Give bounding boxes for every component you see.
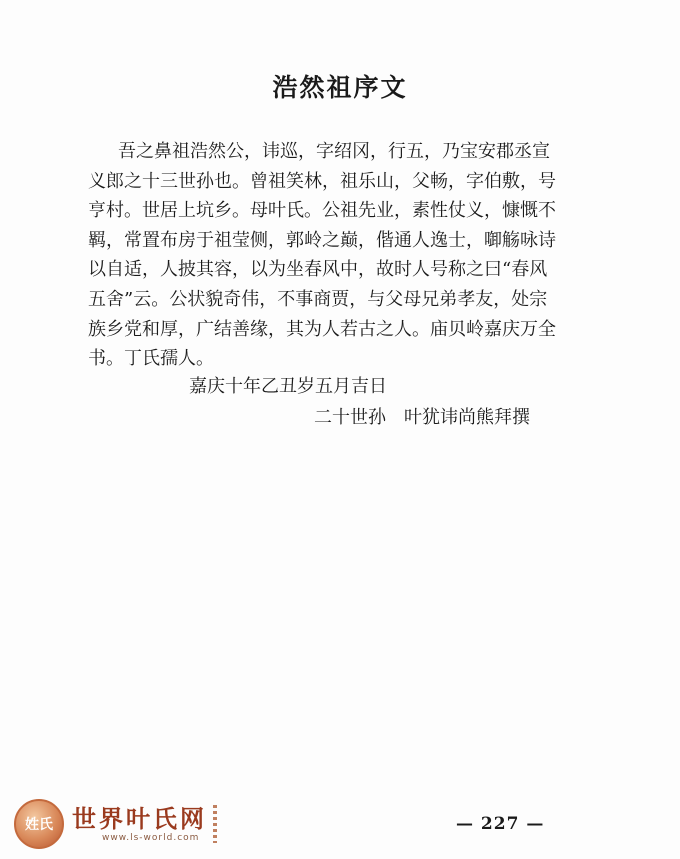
body-line: 吾之鼻祖浩然公，讳巡，字绍冈，行五，乃宝安郡丞宣 xyxy=(118,141,550,162)
body-line: 五舍”云。公状貌奇伟，不事商贾，与父母兄弟孝友，处宗 xyxy=(88,288,548,310)
site-logo[interactable] xyxy=(14,796,217,852)
date-line: 嘉庆十年乙丑岁五月吉日 xyxy=(189,376,387,397)
logo-url: www.ls-world.com xyxy=(102,833,200,843)
logo-ornament-icon xyxy=(213,805,217,843)
author-line xyxy=(314,403,530,429)
body-line: 亨村。世居上坑乡。母叶氏。公祖先业，素性仗义，慷慨不 xyxy=(88,200,556,222)
logo-seal-icon: 姓氏 xyxy=(14,799,64,849)
logo-name: 世界叶氏网 xyxy=(72,804,207,833)
body-line: 以自适，人披其容，以为坐春风中，故时人号称之曰“春风 xyxy=(88,259,548,281)
body-line: 羁，常置布房于祖莹侧，郭岭之巅，偕通人逸士，啣觞咏诗 xyxy=(88,229,556,251)
document-title: 浩然祖序文 xyxy=(272,73,408,102)
author-generation: 二十世孙 xyxy=(314,407,386,428)
body-line: 族乡党和厚，广结善缘，其为人若古之人。庙贝岭嘉庆万全 xyxy=(88,318,556,340)
page-number: — 227 — xyxy=(456,814,545,834)
author-name: 叶犹讳尚熊拜撰 xyxy=(404,407,530,428)
body-text xyxy=(88,137,588,374)
logo-text xyxy=(72,805,207,843)
body-line: 义郎之十三世孙也。曾祖笑林，祖乐山，父畅，字伯敷，号 xyxy=(88,170,556,192)
body-line: 书。丁氏孺人。 xyxy=(88,348,214,370)
